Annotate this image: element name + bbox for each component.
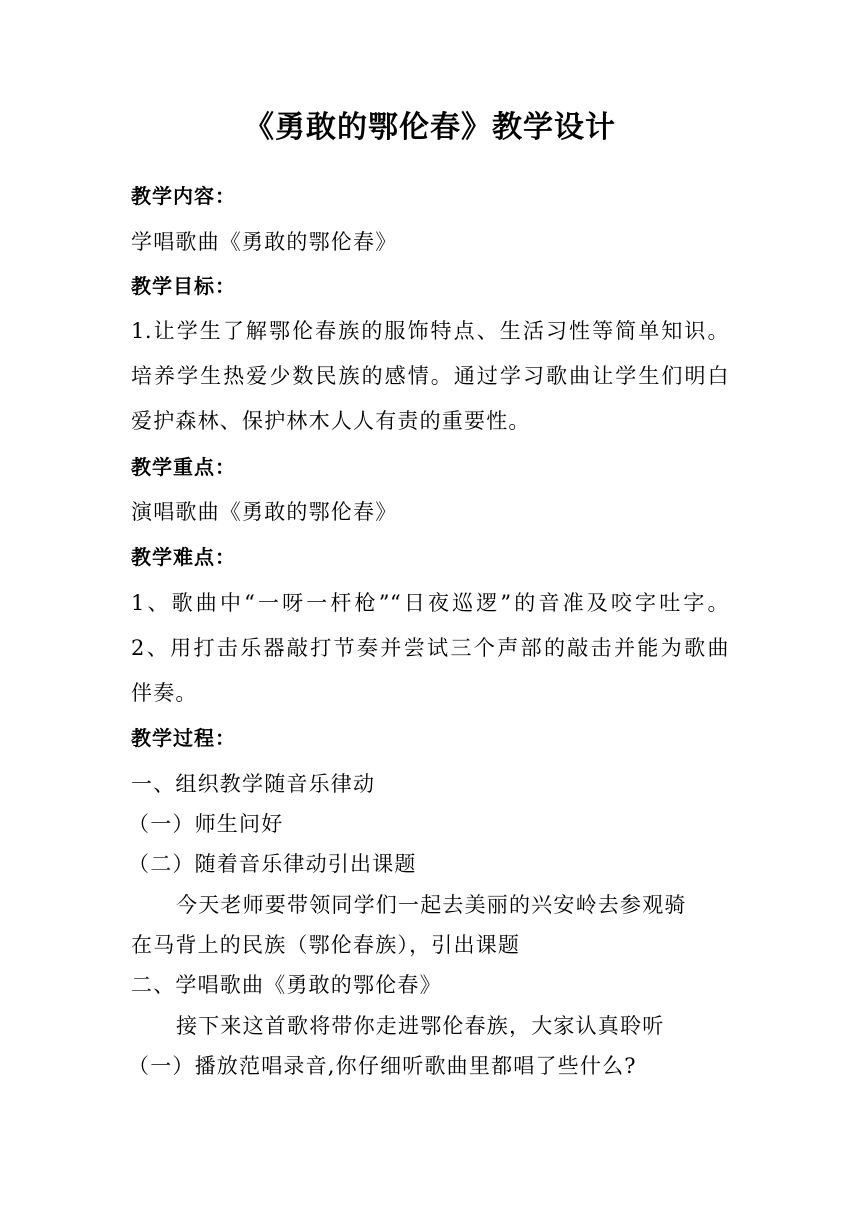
process-step-2: 二、学唱歌曲《勇敢的鄂伦春》 bbox=[131, 973, 442, 997]
difficulty-line-3: 伴奏。 bbox=[131, 681, 198, 705]
process-step-2-text: 接下来这首歌将带你走进鄂伦春族，大家认真聆听 bbox=[176, 1014, 665, 1038]
process-step-2-a: （一）播放范唱录音,你仔细听歌曲里都唱了些什么? bbox=[128, 1054, 637, 1078]
goals-line-2: 培养学生热爱少数民族的感情。通过学习歌曲让学生们明白 bbox=[131, 364, 729, 388]
process-step-1-a: （一）师生问好 bbox=[128, 812, 284, 836]
goals-line-3: 爱护森林、保护林木人人有责的重要性。 bbox=[131, 409, 531, 433]
goals-line-1: 1.让学生了解鄂伦春族的服饰特点、生活习性等简单知识。 bbox=[131, 319, 729, 343]
content-text: 学唱歌曲《勇敢的鄂伦春》 bbox=[131, 230, 398, 254]
process-step-1: 一、组织教学随音乐律动 bbox=[131, 772, 376, 796]
key-heading: 教学重点： bbox=[131, 455, 236, 479]
process-step-1-b: （二）随着音乐律动引出课题 bbox=[128, 852, 417, 876]
key-text: 演唱歌曲《勇敢的鄂伦春》 bbox=[131, 500, 398, 524]
difficulty-heading: 教学难点： bbox=[131, 545, 236, 569]
content-heading: 教学内容： bbox=[131, 184, 236, 208]
difficulty-line-2: 2、用打击乐器敲打节奏并尝试三个声部的敲击并能为歌曲 bbox=[131, 636, 729, 660]
document-title: 《勇敢的鄂伦春》教学设计 bbox=[244, 110, 616, 145]
goals-heading: 教学目标： bbox=[131, 274, 236, 298]
difficulty-line-1: 1、歌曲中“一呀一杆枪”“日夜巡逻”的音准及咬字吐字。 bbox=[131, 591, 729, 615]
process-heading: 教学过程： bbox=[131, 726, 236, 750]
process-step-1-b-text-1: 今天老师要带领同学们一起去美丽的兴安岭去参观骑 bbox=[176, 893, 687, 917]
process-step-1-b-text-2: 在马背上的民族（鄂伦春族），引出课题 bbox=[131, 933, 521, 957]
